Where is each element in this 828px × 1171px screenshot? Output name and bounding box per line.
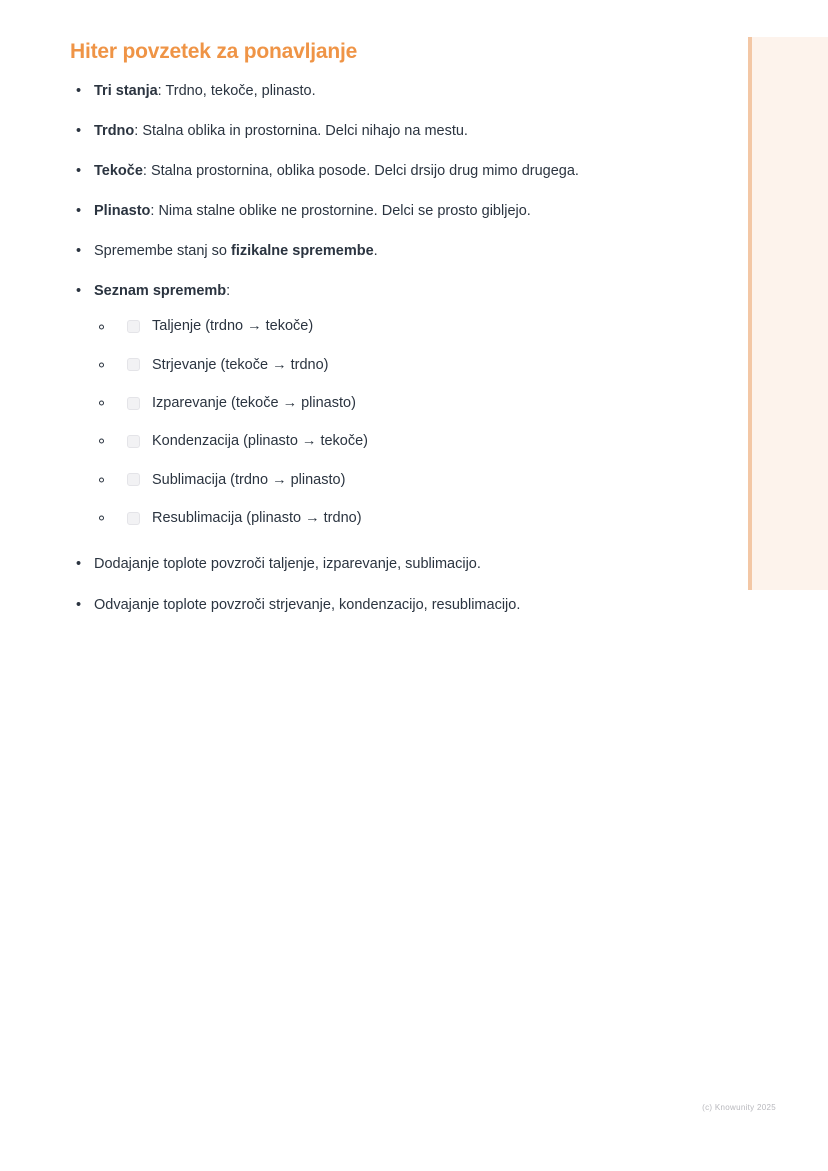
bullet-marker: • bbox=[76, 83, 82, 100]
checkbox-icon[interactable] bbox=[127, 320, 140, 333]
bullet-marker: • bbox=[76, 123, 82, 140]
circle-bullet-icon bbox=[99, 477, 104, 482]
decorative-side-panel bbox=[748, 37, 828, 590]
footer-copyright: (c) Knowunity 2025 bbox=[702, 1103, 776, 1112]
checkbox-icon[interactable] bbox=[127, 473, 140, 486]
checklist-item[interactable] bbox=[94, 393, 710, 413]
conclusion-bullet-list bbox=[70, 554, 710, 616]
bullet-marker: • bbox=[76, 597, 82, 614]
circle-bullet-icon bbox=[99, 362, 104, 367]
list-item bbox=[70, 161, 710, 182]
bullet-marker: • bbox=[76, 283, 82, 300]
bullet-marker: • bbox=[76, 163, 82, 180]
checkbox-icon[interactable] bbox=[127, 397, 140, 410]
checklist-item[interactable] bbox=[94, 355, 710, 375]
checklist-item[interactable] bbox=[94, 316, 710, 336]
bullet-marker: • bbox=[76, 243, 82, 260]
list-item bbox=[70, 241, 710, 262]
checklist-item-label: Resublimacija (plinasto → trdno) bbox=[152, 509, 362, 526]
bullet-marker: • bbox=[76, 556, 82, 573]
list-item-lead: Tri stanja bbox=[94, 83, 158, 100]
list-item bbox=[70, 554, 710, 575]
checklist-item-label: Kondenzacija (plinasto → tekoče) bbox=[152, 433, 369, 450]
list-item bbox=[70, 595, 710, 616]
list-item-text: : Trdno, tekoče, plinasto. bbox=[157, 83, 316, 100]
checklist-item[interactable] bbox=[94, 508, 710, 528]
list-item-lead: Tekoče bbox=[94, 163, 143, 180]
list-item-text: : Stalna oblika in prostornina. Delci nihajo na mestu. bbox=[134, 123, 468, 140]
list-item-lead: Seznam sprememb bbox=[94, 283, 227, 300]
circle-bullet-icon bbox=[99, 516, 104, 521]
checkbox-icon[interactable] bbox=[127, 512, 140, 525]
list-item bbox=[70, 81, 710, 102]
list-item-text: : Stalna prostornina, oblika posode. Delci drsijo drug mimo drugega. bbox=[142, 163, 579, 180]
circle-bullet-icon bbox=[99, 401, 104, 406]
list-item-lead: Trdno bbox=[94, 123, 135, 140]
list-item-lead: Plinasto bbox=[94, 203, 151, 220]
list-item-suffix: . bbox=[373, 243, 378, 260]
page-title: Hiter povzetek za ponavljanje bbox=[70, 40, 358, 63]
side-panel-accent-stripe bbox=[748, 37, 752, 590]
list-item-text: : bbox=[226, 283, 231, 300]
list-item-emphasis: fizikalne spremembe bbox=[231, 243, 374, 260]
document-content bbox=[70, 38, 710, 636]
checklist-item-label: Sublimacija (trdno → plinasto) bbox=[152, 471, 346, 488]
checklist-item-label: Izparevanje (tekoče → plinasto) bbox=[152, 394, 356, 411]
list-item bbox=[70, 201, 710, 222]
list-item-changes-heading bbox=[70, 281, 710, 528]
checklist-item-label: Taljenje (trdno → tekoče) bbox=[152, 318, 314, 335]
list-item-text: Dodajanje toplote povzroči taljenje, izparevanje, sublimacijo. bbox=[94, 556, 481, 573]
circle-bullet-icon bbox=[99, 324, 104, 329]
list-item-text: : Nima stalne oblike ne prostornine. Delci se prosto gibljejo. bbox=[150, 203, 531, 220]
list-item-text: Odvajanje toplote povzroči strjevanje, kondenzacijo, resublimacijo. bbox=[94, 597, 521, 614]
checklist-item[interactable] bbox=[94, 470, 710, 490]
summary-bullet-list bbox=[70, 81, 710, 528]
changes-checklist bbox=[94, 316, 710, 528]
bullet-marker: • bbox=[76, 203, 82, 220]
checklist-item-label: Strjevanje (tekoče → trdno) bbox=[152, 356, 329, 373]
checkbox-icon[interactable] bbox=[127, 435, 140, 448]
checkbox-icon[interactable] bbox=[127, 358, 140, 371]
checklist-item[interactable] bbox=[94, 431, 710, 451]
circle-bullet-icon bbox=[99, 439, 104, 444]
list-item-prefix: Spremembe stanj so bbox=[94, 243, 232, 260]
list-item bbox=[70, 121, 710, 142]
